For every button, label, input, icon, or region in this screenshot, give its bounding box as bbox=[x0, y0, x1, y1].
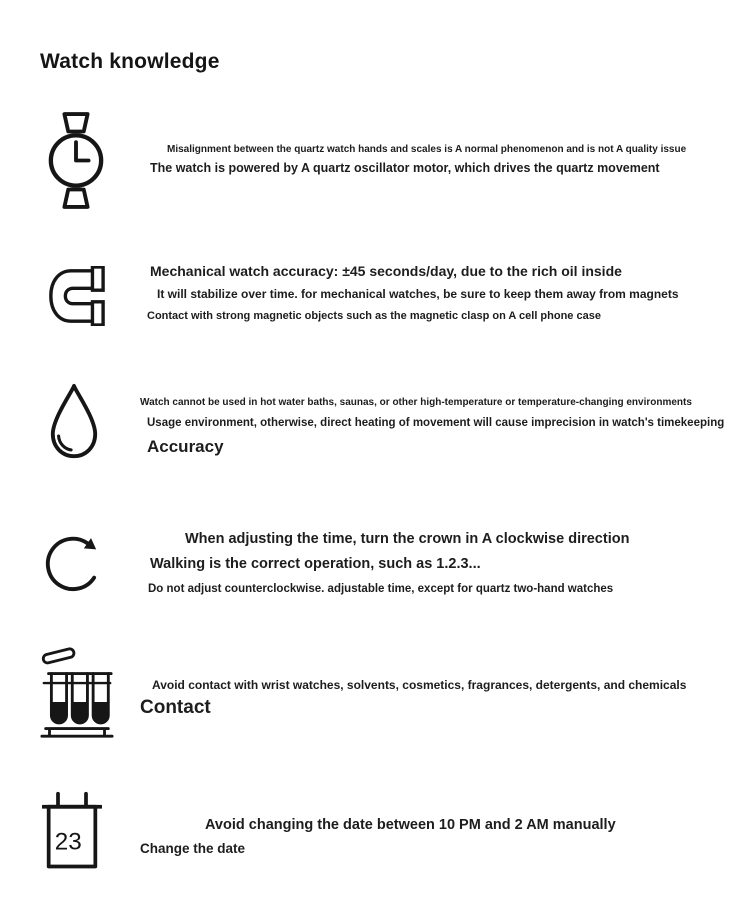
text-line: Usage environment, otherwise, direct heating of movement will cause imprecision in watch's timekeeping bbox=[147, 417, 725, 429]
clockwise-arrow-icon bbox=[42, 525, 104, 595]
text-line: Change the date bbox=[140, 841, 246, 856]
text-line: It will stabilize over time. for mechanical watches, be sure to keep them away from magnets bbox=[157, 287, 679, 301]
chemicals-test-tubes-icon bbox=[40, 645, 114, 742]
water-drop-icon bbox=[46, 383, 102, 462]
text-line: Contact with strong magnetic objects such as the magnetic clasp on A cell phone case bbox=[147, 310, 601, 322]
text-line: Watch cannot be used in hot water baths, saunas, or other high-temperature or temperature-changing environments bbox=[140, 397, 692, 408]
text-line: When adjusting the time, turn the crown in A clockwise direction bbox=[185, 531, 630, 547]
section-keyword: Contact bbox=[140, 697, 211, 718]
text-line: Do not adjust counterclockwise. adjustable time, except for quartz two-hand watches bbox=[148, 583, 614, 595]
text-line: Walking is the correct operation, such as 1.2.3... bbox=[150, 556, 481, 572]
text-line: Avoid contact with wrist watches, solvents, cosmetics, fragrances, detergents, and chemicals bbox=[152, 678, 687, 692]
text-line: The watch is powered by A quartz oscillator motor, which drives the quartz movement bbox=[150, 161, 660, 175]
text-line: Misalignment between the quartz watch hands and scales is A normal phenomenon and is not A quality issue bbox=[167, 144, 687, 155]
calendar-icon bbox=[42, 790, 102, 874]
watch-icon bbox=[47, 112, 105, 209]
page-title: Watch knowledge bbox=[40, 50, 220, 74]
calendar-day: 23 bbox=[54, 828, 82, 856]
text-line: Avoid changing the date between 10 PM and 2 AM manually bbox=[205, 817, 616, 833]
magnet-icon bbox=[45, 266, 107, 326]
text-line: Mechanical watch accuracy: ±45 seconds/day, due to the rich oil inside bbox=[150, 263, 622, 279]
section-keyword: Accuracy bbox=[147, 437, 224, 456]
